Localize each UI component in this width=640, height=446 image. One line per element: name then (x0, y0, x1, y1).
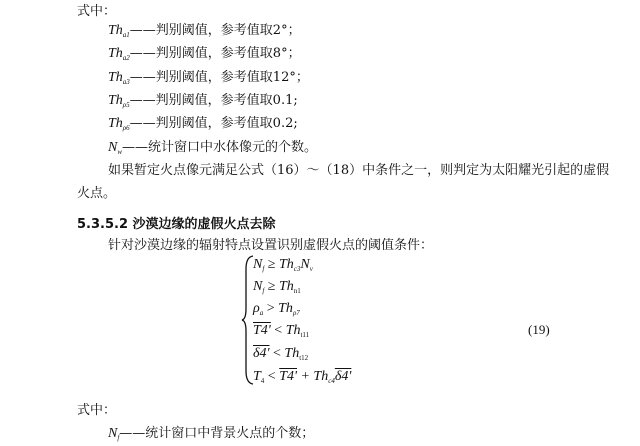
paragraph-line-2: 火点。 (77, 186, 117, 201)
definition-symbol: Th (108, 116, 123, 131)
definition-symbol: N (108, 426, 118, 441)
definition-subscript: ρ5 (122, 101, 130, 109)
definition-nw (108, 140, 317, 160)
definition-tha2 (108, 46, 301, 66)
equation-number: (19) (528, 322, 550, 337)
definition-thp5 (108, 93, 298, 113)
equation-row: $\delta 4' < Th_{t12}$ (253, 346, 309, 362)
equation-row: $N_f \ge Th_{c3}N_v$ (253, 257, 313, 273)
definition-symbol: Th (108, 46, 123, 61)
footer-label: 式中： (77, 403, 117, 418)
definition-text: ——判别阈值，参考值取0.1; (129, 93, 298, 108)
equation-row: $N_f \ge Th_{n1}$ (253, 279, 301, 295)
definition-nf (108, 426, 314, 446)
definition-tha3 (108, 70, 309, 90)
section-intro: 针对沙漠边缘的辐射特点设置识别虚假火点的阈值条件： (108, 238, 434, 253)
definition-subscript: ρ6 (122, 124, 130, 132)
definition-symbol: N (108, 140, 118, 155)
definition-tha1 (108, 23, 301, 43)
definition-thp6 (108, 116, 298, 136)
section-heading: 5.3.5.2 沙漠边缘的虚假火点去除 (77, 217, 276, 232)
definition-text: ——统计窗口中水体像元的个数。 (122, 140, 318, 155)
equation-row: $T_4 < T4' + Th_{c4}\delta 4'$ (253, 369, 352, 385)
definition-subscript: a2 (122, 54, 130, 62)
definition-subscript: w (117, 148, 123, 156)
definition-symbol: Th (108, 70, 123, 85)
equation-row: $T4' < Th_{t11}$ (253, 323, 310, 339)
intro-label: 式中： (77, 4, 117, 19)
paragraph-line-1: 如果暂定火点像元满足公式（16）～（18）中条件之一，则判定为太阳耀光引起的虚假 (108, 163, 610, 178)
definition-subscript: f (117, 434, 120, 442)
definition-text: ——判别阈值，参考值取0.2; (129, 116, 298, 131)
definition-text: ——统计窗口中背景火点的个数； (119, 426, 315, 441)
definition-symbol: Th (108, 23, 123, 38)
equation-row: $\rho_a > Th_{\rho 7}$ (253, 301, 300, 317)
definition-subscript: a3 (122, 78, 130, 86)
definition-subscript: a1 (122, 31, 130, 39)
definition-text: ——判别阈值，参考值取8°； (129, 46, 301, 61)
definition-text: ——判别阈值，参考值取12°； (129, 70, 309, 85)
definition-text: ——判别阈值，参考值取2°； (129, 23, 301, 38)
definition-symbol: Th (108, 93, 123, 108)
